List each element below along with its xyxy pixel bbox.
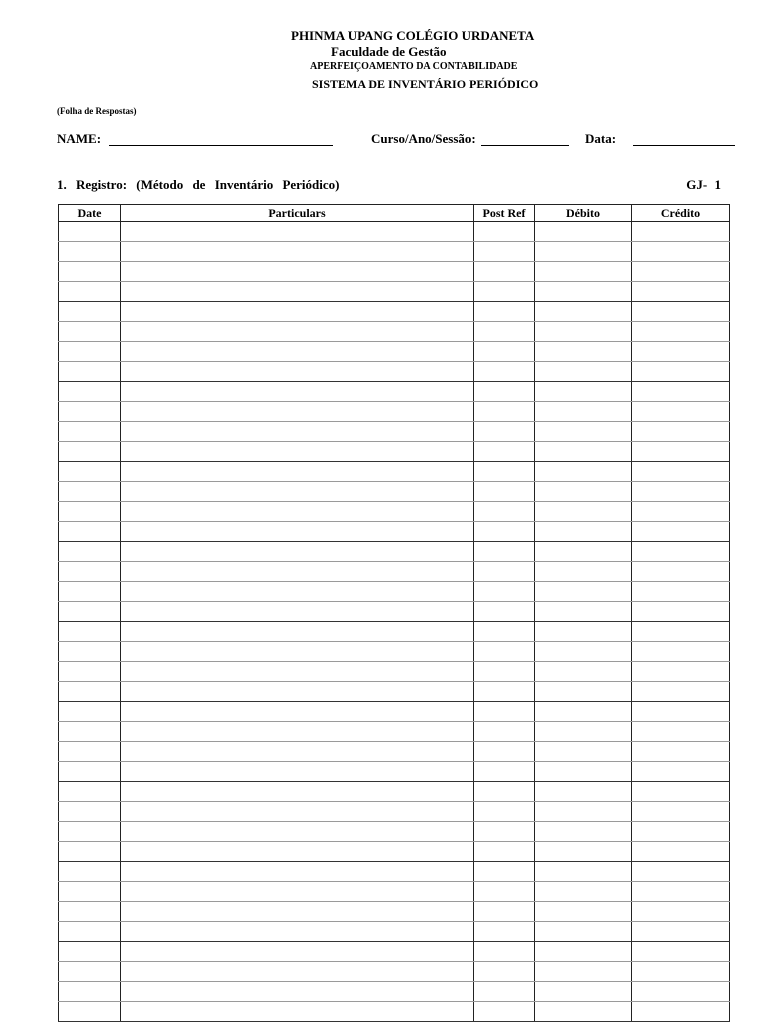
debit-cell[interactable] xyxy=(535,942,632,962)
post-ref-cell[interactable] xyxy=(474,402,535,422)
debit-cell[interactable] xyxy=(535,322,632,342)
journal-row xyxy=(59,802,730,822)
post-ref-cell[interactable] xyxy=(474,542,535,562)
curso-label: Curso/Ano/Sessão: xyxy=(371,131,476,146)
particulars-cell[interactable] xyxy=(121,782,474,802)
particulars-cell[interactable] xyxy=(121,362,474,382)
journal-row xyxy=(59,662,730,682)
date-cell[interactable] xyxy=(59,702,121,722)
date-cell[interactable] xyxy=(59,762,121,782)
journal-row xyxy=(59,622,730,642)
date-cell[interactable] xyxy=(59,262,121,282)
journal-header-row xyxy=(59,205,730,222)
post-ref-cell[interactable] xyxy=(474,822,535,842)
debit-cell[interactable] xyxy=(535,542,632,562)
post-ref-cell[interactable] xyxy=(474,382,535,402)
credit-cell[interactable] xyxy=(632,922,730,942)
faculty-name: Faculdade de Gestão xyxy=(331,44,447,59)
particulars-cell[interactable] xyxy=(121,822,474,842)
particulars-cell[interactable] xyxy=(121,222,474,242)
column-header-debit: Débito xyxy=(535,205,632,222)
date-cell[interactable] xyxy=(59,922,121,942)
debit-cell[interactable] xyxy=(535,502,632,522)
credit-cell[interactable] xyxy=(632,982,730,1002)
post-ref-cell[interactable] xyxy=(474,882,535,902)
post-ref-cell[interactable] xyxy=(474,802,535,822)
journal-row xyxy=(59,362,730,382)
credit-cell[interactable] xyxy=(632,802,730,822)
post-ref-cell[interactable] xyxy=(474,282,535,302)
post-ref-cell[interactable] xyxy=(474,662,535,682)
post-ref-cell[interactable] xyxy=(474,482,535,502)
date-cell[interactable] xyxy=(59,782,121,802)
credit-cell[interactable] xyxy=(632,662,730,682)
post-ref-cell[interactable] xyxy=(474,902,535,922)
post-ref-cell[interactable] xyxy=(474,222,535,242)
post-ref-cell[interactable] xyxy=(474,722,535,742)
journal-row xyxy=(59,902,730,922)
debit-cell[interactable] xyxy=(535,782,632,802)
particulars-cell[interactable] xyxy=(121,442,474,462)
credit-cell[interactable] xyxy=(632,342,730,362)
date-cell[interactable] xyxy=(59,342,121,362)
date-cell[interactable] xyxy=(59,462,121,482)
particulars-cell[interactable] xyxy=(121,422,474,442)
date-cell[interactable] xyxy=(59,682,121,702)
particulars-cell[interactable] xyxy=(121,502,474,522)
journal-row xyxy=(59,482,730,502)
credit-cell[interactable] xyxy=(632,522,730,542)
credit-cell[interactable] xyxy=(632,282,730,302)
credit-cell[interactable] xyxy=(632,742,730,762)
journal-row xyxy=(59,502,730,522)
credit-cell[interactable] xyxy=(632,1002,730,1022)
date-cell[interactable] xyxy=(59,282,121,302)
post-ref-cell[interactable] xyxy=(474,622,535,642)
date-cell[interactable] xyxy=(59,322,121,342)
post-ref-cell[interactable] xyxy=(474,782,535,802)
name-label: NAME: xyxy=(57,131,102,146)
debit-cell[interactable] xyxy=(535,922,632,942)
credit-cell[interactable] xyxy=(632,462,730,482)
credit-cell[interactable] xyxy=(632,562,730,582)
credit-cell[interactable] xyxy=(632,862,730,882)
credit-cell[interactable] xyxy=(632,682,730,702)
date-cell[interactable] xyxy=(59,862,121,882)
journal-row xyxy=(59,682,730,702)
journal-row xyxy=(59,822,730,842)
credit-cell[interactable] xyxy=(632,902,730,922)
post-ref-cell[interactable] xyxy=(474,862,535,882)
course-name: APERFEIÇOAMENTO DA CONTABILIDADE xyxy=(310,61,518,72)
post-ref-cell[interactable] xyxy=(474,362,535,382)
journal-row xyxy=(59,282,730,302)
date-cell[interactable] xyxy=(59,802,121,822)
credit-cell[interactable] xyxy=(632,602,730,622)
journal-row xyxy=(59,562,730,582)
debit-cell[interactable] xyxy=(535,1002,632,1022)
date-cell[interactable] xyxy=(59,402,121,422)
journal-row xyxy=(59,962,730,982)
credit-cell[interactable] xyxy=(632,442,730,462)
journal-row xyxy=(59,782,730,802)
credit-cell[interactable] xyxy=(632,302,730,322)
credit-cell[interactable] xyxy=(632,642,730,662)
debit-cell[interactable] xyxy=(535,382,632,402)
date-cell[interactable] xyxy=(59,742,121,762)
post-ref-cell[interactable] xyxy=(474,682,535,702)
journal-row xyxy=(59,322,730,342)
name-field[interactable] xyxy=(109,145,333,146)
date-label: Data: xyxy=(585,131,617,146)
post-ref-cell[interactable] xyxy=(474,262,535,282)
particulars-cell[interactable] xyxy=(121,522,474,542)
date-cell[interactable] xyxy=(59,422,121,442)
debit-cell[interactable] xyxy=(535,362,632,382)
date-cell[interactable] xyxy=(59,942,121,962)
debit-cell[interactable] xyxy=(535,482,632,502)
debit-cell[interactable] xyxy=(535,902,632,922)
date-cell[interactable] xyxy=(59,502,121,522)
credit-cell[interactable] xyxy=(632,842,730,862)
credit-cell[interactable] xyxy=(632,362,730,382)
date-cell[interactable] xyxy=(59,242,121,262)
particulars-cell[interactable] xyxy=(121,602,474,622)
particulars-cell[interactable] xyxy=(121,562,474,582)
debit-cell[interactable] xyxy=(535,302,632,322)
date-cell[interactable] xyxy=(59,602,121,622)
particulars-cell[interactable] xyxy=(121,242,474,262)
particulars-cell[interactable] xyxy=(121,802,474,822)
date-cell[interactable] xyxy=(59,642,121,662)
date-cell[interactable] xyxy=(59,442,121,462)
column-header-particulars: Particulars xyxy=(121,205,474,222)
particulars-cell[interactable] xyxy=(121,982,474,1002)
credit-cell[interactable] xyxy=(632,402,730,422)
particulars-cell[interactable] xyxy=(121,902,474,922)
school-name: PHINMA UPANG COLÉGIO URDANETA xyxy=(291,28,535,43)
credit-cell[interactable] xyxy=(632,242,730,262)
post-ref-cell[interactable] xyxy=(474,942,535,962)
particulars-cell[interactable] xyxy=(121,642,474,662)
journal-row xyxy=(59,302,730,322)
debit-cell[interactable] xyxy=(535,842,632,862)
debit-cell[interactable] xyxy=(535,802,632,822)
debit-cell[interactable] xyxy=(535,882,632,902)
post-ref-cell[interactable] xyxy=(474,962,535,982)
particulars-cell[interactable] xyxy=(121,462,474,482)
credit-cell[interactable] xyxy=(632,222,730,242)
debit-cell[interactable] xyxy=(535,562,632,582)
debit-cell[interactable] xyxy=(535,282,632,302)
post-ref-cell[interactable] xyxy=(474,302,535,322)
date-cell[interactable] xyxy=(59,1002,121,1022)
journal-row xyxy=(59,842,730,862)
journal-row xyxy=(59,922,730,942)
problem-heading xyxy=(57,177,727,195)
post-ref-cell[interactable] xyxy=(474,762,535,782)
column-header-date: Date xyxy=(59,205,121,222)
journal-table xyxy=(58,204,730,1022)
particulars-cell[interactable] xyxy=(121,862,474,882)
date-cell[interactable] xyxy=(59,522,121,542)
journal-row xyxy=(59,582,730,602)
journal-row xyxy=(59,722,730,742)
particulars-cell[interactable] xyxy=(121,722,474,742)
particulars-cell[interactable] xyxy=(121,382,474,402)
debit-cell[interactable] xyxy=(535,402,632,422)
credit-cell[interactable] xyxy=(632,382,730,402)
debit-cell[interactable] xyxy=(535,742,632,762)
credit-cell[interactable] xyxy=(632,782,730,802)
credit-cell[interactable] xyxy=(632,502,730,522)
journal-reference: GJ- 1 xyxy=(686,177,721,192)
answer-sheet-label: (Folha de Respostas) xyxy=(57,106,137,116)
debit-cell[interactable] xyxy=(535,602,632,622)
debit-cell[interactable] xyxy=(535,982,632,1002)
credit-cell[interactable] xyxy=(632,722,730,742)
particulars-cell[interactable] xyxy=(121,962,474,982)
credit-cell[interactable] xyxy=(632,762,730,782)
particulars-cell[interactable] xyxy=(121,882,474,902)
journal-row xyxy=(59,602,730,622)
date-cell[interactable] xyxy=(59,482,121,502)
particulars-cell[interactable] xyxy=(121,842,474,862)
date-cell[interactable] xyxy=(59,302,121,322)
journal-row xyxy=(59,942,730,962)
post-ref-cell[interactable] xyxy=(474,522,535,542)
debit-cell[interactable] xyxy=(535,222,632,242)
debit-cell[interactable] xyxy=(535,442,632,462)
date-field[interactable] xyxy=(633,145,735,146)
debit-cell[interactable] xyxy=(535,462,632,482)
credit-cell[interactable] xyxy=(632,262,730,282)
date-cell[interactable] xyxy=(59,382,121,402)
particulars-cell[interactable] xyxy=(121,542,474,562)
date-cell[interactable] xyxy=(59,582,121,602)
column-header-post-ref: Post Ref xyxy=(474,205,535,222)
particulars-cell[interactable] xyxy=(121,742,474,762)
post-ref-cell[interactable] xyxy=(474,1002,535,1022)
debit-cell[interactable] xyxy=(535,582,632,602)
journal-row xyxy=(59,862,730,882)
post-ref-cell[interactable] xyxy=(474,342,535,362)
date-cell[interactable] xyxy=(59,822,121,842)
date-cell[interactable] xyxy=(59,882,121,902)
particulars-cell[interactable] xyxy=(121,322,474,342)
post-ref-cell[interactable] xyxy=(474,562,535,582)
journal-row xyxy=(59,342,730,362)
debit-cell[interactable] xyxy=(535,822,632,842)
credit-cell[interactable] xyxy=(632,822,730,842)
curso-field[interactable] xyxy=(481,145,569,146)
date-cell[interactable] xyxy=(59,222,121,242)
date-cell[interactable] xyxy=(59,662,121,682)
column-header-credit: Crédito xyxy=(632,205,730,222)
journal-row xyxy=(59,382,730,402)
post-ref-cell[interactable] xyxy=(474,642,535,662)
particulars-cell[interactable] xyxy=(121,622,474,642)
post-ref-cell[interactable] xyxy=(474,842,535,862)
debit-cell[interactable] xyxy=(535,342,632,362)
date-cell[interactable] xyxy=(59,622,121,642)
debit-cell[interactable] xyxy=(535,422,632,442)
journal-row xyxy=(59,702,730,722)
post-ref-cell[interactable] xyxy=(474,922,535,942)
debit-cell[interactable] xyxy=(535,702,632,722)
journal-row xyxy=(59,982,730,1002)
post-ref-cell[interactable] xyxy=(474,582,535,602)
journal-row xyxy=(59,442,730,462)
debit-cell[interactable] xyxy=(535,762,632,782)
credit-cell[interactable] xyxy=(632,702,730,722)
credit-cell[interactable] xyxy=(632,962,730,982)
debit-cell[interactable] xyxy=(535,242,632,262)
debit-cell[interactable] xyxy=(535,682,632,702)
particulars-cell[interactable] xyxy=(121,282,474,302)
particulars-cell[interactable] xyxy=(121,702,474,722)
particulars-cell[interactable] xyxy=(121,942,474,962)
date-cell[interactable] xyxy=(59,982,121,1002)
post-ref-cell[interactable] xyxy=(474,462,535,482)
particulars-cell[interactable] xyxy=(121,342,474,362)
credit-cell[interactable] xyxy=(632,482,730,502)
date-cell[interactable] xyxy=(59,962,121,982)
journal-row xyxy=(59,882,730,902)
debit-cell[interactable] xyxy=(535,642,632,662)
credit-cell[interactable] xyxy=(632,582,730,602)
post-ref-cell[interactable] xyxy=(474,702,535,722)
post-ref-cell[interactable] xyxy=(474,322,535,342)
date-cell[interactable] xyxy=(59,362,121,382)
date-cell[interactable] xyxy=(59,542,121,562)
post-ref-cell[interactable] xyxy=(474,602,535,622)
credit-cell[interactable] xyxy=(632,542,730,562)
debit-cell[interactable] xyxy=(535,662,632,682)
post-ref-cell[interactable] xyxy=(474,982,535,1002)
debit-cell[interactable] xyxy=(535,962,632,982)
particulars-cell[interactable] xyxy=(121,402,474,422)
debit-cell[interactable] xyxy=(535,262,632,282)
journal-row xyxy=(59,222,730,242)
credit-cell[interactable] xyxy=(632,322,730,342)
particulars-cell[interactable] xyxy=(121,302,474,322)
journal-row xyxy=(59,642,730,662)
journal-row xyxy=(59,762,730,782)
post-ref-cell[interactable] xyxy=(474,442,535,462)
journal-row xyxy=(59,462,730,482)
journal-row xyxy=(59,262,730,282)
date-cell[interactable] xyxy=(59,902,121,922)
document-title: SISTEMA DE INVENTÁRIO PERIÓDICO xyxy=(312,77,539,91)
journal-row xyxy=(59,1002,730,1022)
particulars-cell[interactable] xyxy=(121,682,474,702)
particulars-cell[interactable] xyxy=(121,662,474,682)
debit-cell[interactable] xyxy=(535,722,632,742)
debit-cell[interactable] xyxy=(535,522,632,542)
particulars-cell[interactable] xyxy=(121,1002,474,1022)
journal-row xyxy=(59,242,730,262)
particulars-cell[interactable] xyxy=(121,582,474,602)
post-ref-cell[interactable] xyxy=(474,742,535,762)
particulars-cell[interactable] xyxy=(121,262,474,282)
post-ref-cell[interactable] xyxy=(474,242,535,262)
date-cell[interactable] xyxy=(59,562,121,582)
problem-title: 1. Registro: (Método de Inventário Periódico) xyxy=(57,177,340,192)
journal-body xyxy=(59,222,730,1022)
particulars-cell[interactable] xyxy=(121,762,474,782)
journal-row xyxy=(59,402,730,422)
particulars-cell[interactable] xyxy=(121,922,474,942)
journal-row xyxy=(59,542,730,562)
debit-cell[interactable] xyxy=(535,862,632,882)
credit-cell[interactable] xyxy=(632,882,730,902)
credit-cell[interactable] xyxy=(632,622,730,642)
post-ref-cell[interactable] xyxy=(474,422,535,442)
student-info-row xyxy=(57,131,737,151)
credit-cell[interactable] xyxy=(632,942,730,962)
particulars-cell[interactable] xyxy=(121,482,474,502)
debit-cell[interactable] xyxy=(535,622,632,642)
post-ref-cell[interactable] xyxy=(474,502,535,522)
date-cell[interactable] xyxy=(59,842,121,862)
date-cell[interactable] xyxy=(59,722,121,742)
journal-row xyxy=(59,522,730,542)
credit-cell[interactable] xyxy=(632,422,730,442)
journal-row xyxy=(59,422,730,442)
journal-row xyxy=(59,742,730,762)
